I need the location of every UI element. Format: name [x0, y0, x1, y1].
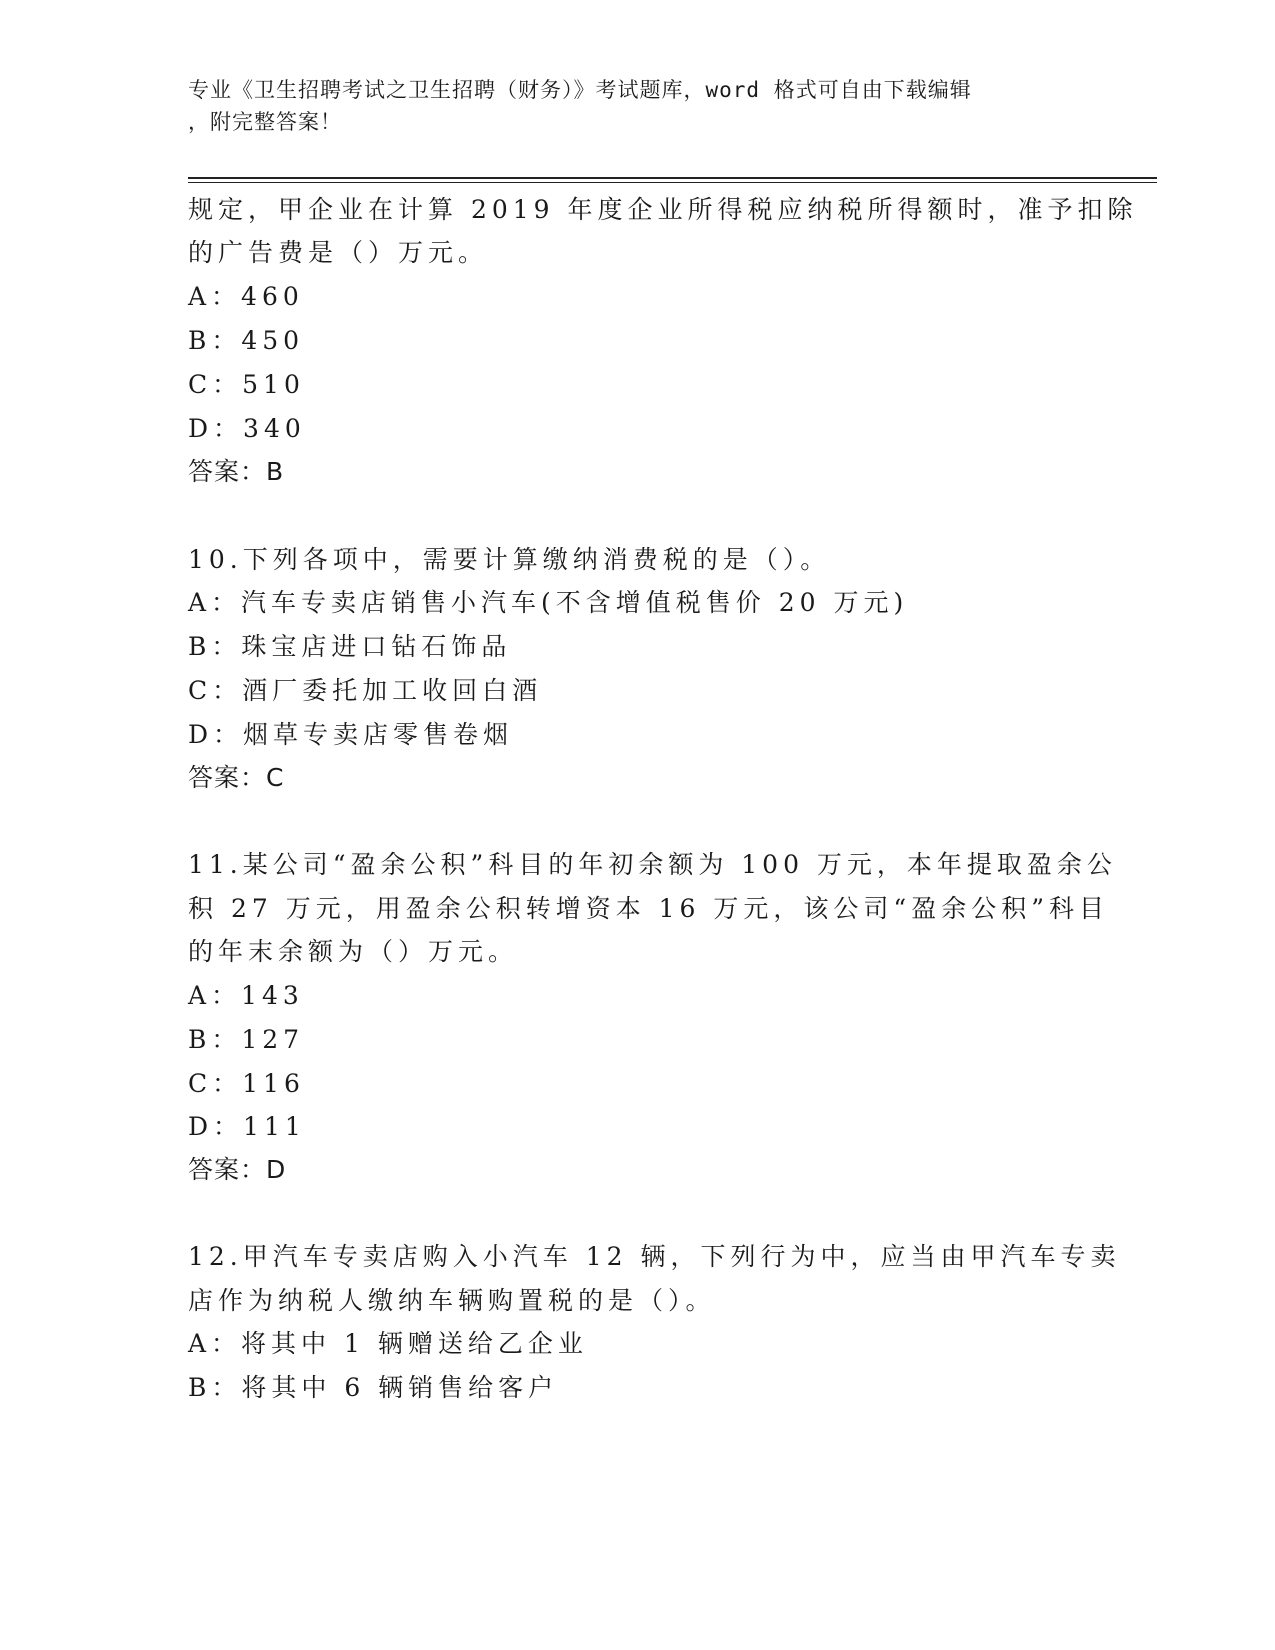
q10-option-d: D：烟草专卖店零售卷烟	[188, 720, 514, 749]
q12-stem-line-1: 12.甲汽车专卖店购入小汽车 12 辆，下列行为中，应当由甲汽车专卖	[188, 1242, 1121, 1271]
q11-answer: 答案：D	[188, 1155, 287, 1184]
q12-stem-line-2: 店作为纳税人缴纳车辆购置税的是（）。	[188, 1286, 716, 1315]
q9-answer: 答案：B	[188, 457, 285, 486]
header-line-1: 专业《卫生招聘考试之卫生招聘（财务）》考试题库，word 格式可自由下载编辑	[188, 78, 972, 102]
q11-stem-line-1: 11.某公司“盈余公积”科目的年初余额为 100 万元，本年提取盈余公	[188, 850, 1117, 879]
q11-option-d: D：111	[188, 1112, 306, 1141]
q10-option-a: A：汽车专卖店销售小汽车(不含增值税售价 20 万元)	[188, 588, 909, 617]
header-divider-thin	[188, 182, 1157, 183]
header-line-2: ，附完整答案！	[188, 110, 342, 134]
q12-option-a: A：将其中 1 辆赠送给乙企业	[188, 1329, 588, 1358]
q10-option-c: C：酒厂委托加工收回白酒	[188, 676, 543, 705]
q11-option-b: B：127	[188, 1025, 305, 1054]
q11-stem-line-3: 的年末余额为（）万元。	[188, 937, 519, 966]
q9-option-c: C：510	[188, 370, 305, 399]
q10-option-b: B：珠宝店进口钻石饰品	[188, 632, 512, 661]
header-divider-thick	[188, 177, 1157, 179]
q10-stem-line-1: 10.下列各项中，需要计算缴纳消费税的是（）。	[188, 545, 831, 574]
q9-option-a: A：460	[188, 282, 304, 311]
q12-option-b: B：将其中 6 辆销售给客户	[188, 1373, 559, 1402]
q10-answer: 答案：C	[188, 763, 285, 792]
q11-option-c: C：116	[188, 1069, 305, 1098]
q9-stem-line-2: 的广告费是（）万元。	[188, 238, 489, 267]
q11-stem-line-2: 积 27 万元，用盈余公积转增资本 16 万元，该公司“盈余公积”科目	[188, 894, 1109, 923]
q11-option-a: A：143	[188, 981, 304, 1010]
q9-option-b: B：450	[188, 326, 305, 355]
q9-option-d: D：340	[188, 414, 306, 443]
q9-stem-line-1: 规定，甲企业在计算 2019 年度企业所得税应纳税所得额时，准予扣除	[188, 195, 1138, 224]
document-header	[188, 74, 1088, 138]
